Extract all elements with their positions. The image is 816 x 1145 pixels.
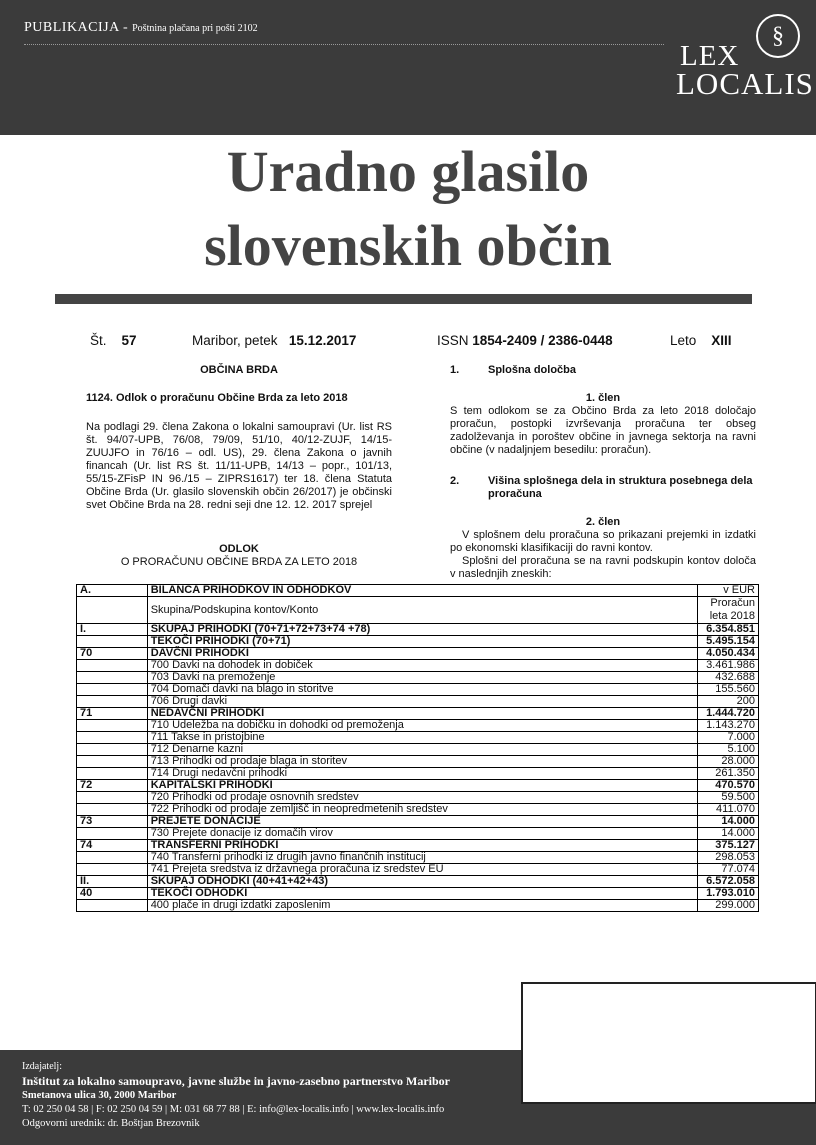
postage-note: Poštnina plačana pri pošti 2102 <box>132 23 258 34</box>
row-code: 71 <box>77 708 148 720</box>
row-label: TEKOČI ODHODKI <box>147 888 697 900</box>
table-row <box>77 852 759 864</box>
row-label: KAPITALSKI PRIHODKI <box>147 780 697 792</box>
row-label: 710 Udeležba na dobičku in dohodki od premoženja <box>147 720 697 732</box>
row-amount: 432.688 <box>698 672 759 684</box>
row-code <box>77 696 148 708</box>
row-amount: 5.100 <box>698 744 759 756</box>
masthead <box>0 0 816 135</box>
address-label-box <box>521 982 816 1104</box>
article-1-heading: 1. člen <box>585 392 621 404</box>
table-row <box>77 816 759 828</box>
row-amount: 14.000 <box>698 816 759 828</box>
table-row <box>77 648 759 660</box>
table-row <box>77 840 759 852</box>
row-label: BILANCA PRIHODKOV IN ODHODKOV <box>147 585 697 597</box>
row-label: 720 Prihodki od prodaje osnovnih sredstev <box>147 792 697 804</box>
row-code <box>77 864 148 876</box>
row-code <box>77 900 148 912</box>
table-row <box>77 672 759 684</box>
publication-text: PUBLIKACIJA - <box>24 20 129 35</box>
row-code <box>77 597 148 624</box>
title-rule <box>55 294 752 304</box>
table-row <box>77 876 759 888</box>
publisher-label: Izdajatelj: <box>22 1061 62 1072</box>
table-row <box>77 708 759 720</box>
row-amount: 6.572.058 <box>698 876 759 888</box>
row-label: 700 Davki na dohodek in dobiček <box>147 660 697 672</box>
row-code <box>77 684 148 696</box>
row-label: 740 Transferni prihodki iz drugih javno finančnih institucij <box>147 852 697 864</box>
row-code <box>77 828 148 840</box>
budget-table <box>76 584 759 912</box>
row-label: 706 Drugi davki <box>147 696 697 708</box>
row-amount: 1.143.270 <box>698 720 759 732</box>
row-label: DAVČNI PRIHODKI <box>147 648 697 660</box>
section-2-title: Višina splošnega dela in struktura posebnega dela proračuna <box>488 475 753 500</box>
row-amount: 5.495.154 <box>698 636 759 648</box>
row-code <box>77 744 148 756</box>
article-2-text-2: Splošni del proračuna se na ravni podskupin kontov določa v naslednjih zneskih: <box>450 555 756 580</box>
row-label: 703 Davki na premoženje <box>147 672 697 684</box>
row-amount: 261.350 <box>698 768 759 780</box>
row-label: 704 Domači davki na blago in storitve <box>147 684 697 696</box>
page-title-line2: slovenskih občin <box>204 213 612 278</box>
row-code <box>77 804 148 816</box>
table-row <box>77 696 759 708</box>
dotted-divider <box>24 44 664 45</box>
section-2-number: 2. <box>450 475 460 487</box>
table-row <box>77 624 759 636</box>
decree-title: ODLOK <box>219 543 259 555</box>
row-label: 741 Prejeta sredstva iz državnega proračuna iz sredstev EU <box>147 864 697 876</box>
row-amount: 1.444.720 <box>698 708 759 720</box>
preamble-text: Na podlagi 29. člena Zakona o lokalni samoupravi (Ur. list RS št. 94/07-UPB, 76/08, 79/09, 51/10, 40/12-ZUJF, 14/15-ZUUJFO in 76/16 – odl. US), 29. člena Zakona o javnih financah (Ur. list RS št. 11/11-UPB, 14/13 – popr., 101/13, 55/15-ZFisP IN 96./15 – ZIPRS1617) ter 18. člena Statuta Občine Brda (Ur. glasilo slovenskih občin 26/2017) je občinski svet Občine Brda na 28. redni seji dne 12. 12. 2017 sprejel <box>86 421 392 511</box>
row-amount: Proračun leta 2018 <box>698 597 759 624</box>
table-row <box>77 597 759 624</box>
article-2-heading: 2. člen <box>585 516 621 528</box>
publisher-contacts: T: 02 250 04 58 | F: 02 250 04 59 | M: 031 68 77 88 | E: info@lex-localis.info | www.lex-localis.info <box>22 1104 445 1115</box>
row-label: TEKOČI PRIHODKI (70+71) <box>147 636 697 648</box>
table-row <box>77 636 759 648</box>
logo-localis: LOCALIS <box>676 66 814 101</box>
municipality-name: OBČINA BRDA <box>200 364 278 376</box>
row-label: 730 Prejete donacije iz domačih virov <box>147 828 697 840</box>
row-amount: 470.570 <box>698 780 759 792</box>
issue-year: Leto XIII <box>670 333 732 348</box>
act-heading: 1124. Odlok o proračunu Občine Brda za leto 2018 <box>86 392 348 404</box>
section-1-number: 1. <box>450 364 460 376</box>
table-row <box>77 585 759 597</box>
row-code <box>77 732 148 744</box>
article-1-text: S tem odlokom se za Občino Brda za leto 2018 določajo proračun, postopki izvrševanja proračuna ter obseg zadolževanja in poroštev občine in javnega sektorja na ravni občine (v nadaljnjem besedilu: proračun). <box>450 405 756 456</box>
row-label: 722 Prihodki od prodaje zemljišč in neopredmetenih sredstev <box>147 804 697 816</box>
table-row <box>77 720 759 732</box>
row-label: 712 Denarne kazni <box>147 744 697 756</box>
row-label: PREJETE DONACIJE <box>147 816 697 828</box>
page-title-line1: Uradno glasilo <box>226 139 590 204</box>
row-amount: 6.354.851 <box>698 624 759 636</box>
row-code <box>77 660 148 672</box>
table-row <box>77 792 759 804</box>
table-row <box>77 828 759 840</box>
table-row <box>77 660 759 672</box>
article-2-text-1: V splošnem delu proračuna so prikazani prejemki in izdatki po ekonomski klasifikaciji do ravni kontov. <box>450 529 756 554</box>
row-label: Skupina/Podskupina kontov/Konto <box>147 597 697 624</box>
row-label: 400 plače in drugi izdatki zaposlenim <box>147 900 697 912</box>
row-code <box>77 852 148 864</box>
row-label: 714 Drugi nedavčni prihodki <box>147 768 697 780</box>
row-code <box>77 756 148 768</box>
row-code: 73 <box>77 816 148 828</box>
row-code: I. <box>77 624 148 636</box>
row-amount: 3.461.986 <box>698 660 759 672</box>
row-amount: 200 <box>698 696 759 708</box>
publisher-name: Inštitut za lokalno samoupravo, javne službe in javno-zasebno partnerstvo Maribor <box>22 1074 451 1088</box>
row-code: 40 <box>77 888 148 900</box>
row-amount: 4.050.434 <box>698 648 759 660</box>
row-label: TRANSFERNI PRIHODKI <box>147 840 697 852</box>
row-amount: 298.053 <box>698 852 759 864</box>
row-label: SKUPAJ PRIHODKI (70+71+72+73+74 +78) <box>147 624 697 636</box>
row-amount: 155.560 <box>698 684 759 696</box>
logo-lex: LEX <box>680 40 740 72</box>
row-code: A. <box>77 585 148 597</box>
row-amount: 411.070 <box>698 804 759 816</box>
row-amount: 1.793.010 <box>698 888 759 900</box>
row-code <box>77 636 148 648</box>
row-amount: 14.000 <box>698 828 759 840</box>
section-sign-icon: § <box>756 14 800 58</box>
row-code <box>77 792 148 804</box>
row-amount: 59.500 <box>698 792 759 804</box>
row-code: II. <box>77 876 148 888</box>
row-amount: 7.000 <box>698 732 759 744</box>
table-row <box>77 804 759 816</box>
row-label: 711 Takse in pristojbine <box>147 732 697 744</box>
decree-subtitle: O PRORAČUNU OBČINE BRDA ZA LETO 2018 <box>120 556 358 568</box>
row-code: 74 <box>77 840 148 852</box>
table-row <box>77 744 759 756</box>
row-amount: 299.000 <box>698 900 759 912</box>
row-code <box>77 720 148 732</box>
issue-date: Maribor, petek 15.12.2017 <box>192 333 357 348</box>
row-code <box>77 768 148 780</box>
issn: ISSN 1854-2409 / 2386-0448 <box>437 333 613 348</box>
row-amount: v EUR <box>698 585 759 597</box>
publisher-address: Smetanova ulica 30, 2000 Maribor <box>22 1090 177 1101</box>
row-amount: 77.074 <box>698 864 759 876</box>
section-1-title: Splošna določba <box>488 364 577 376</box>
issue-number: Št. 57 <box>90 333 137 348</box>
table-row <box>77 864 759 876</box>
table-row <box>77 900 759 912</box>
table-row <box>77 756 759 768</box>
publication-label <box>24 20 258 36</box>
row-code: 70 <box>77 648 148 660</box>
row-code <box>77 672 148 684</box>
table-row <box>77 684 759 696</box>
row-amount: 375.127 <box>698 840 759 852</box>
table-row <box>77 888 759 900</box>
table-row <box>77 780 759 792</box>
row-label: SKUPAJ ODHODKI (40+41+42+43) <box>147 876 697 888</box>
table-row <box>77 768 759 780</box>
row-amount: 28.000 <box>698 756 759 768</box>
row-label: 713 Prihodki od prodaje blaga in storitev <box>147 756 697 768</box>
row-label: NEDAVČNI PRIHODKI <box>147 708 697 720</box>
editor-in-chief: Odgovorni urednik: dr. Boštjan Brezovnik <box>22 1118 200 1129</box>
row-code: 72 <box>77 780 148 792</box>
table-row <box>77 732 759 744</box>
